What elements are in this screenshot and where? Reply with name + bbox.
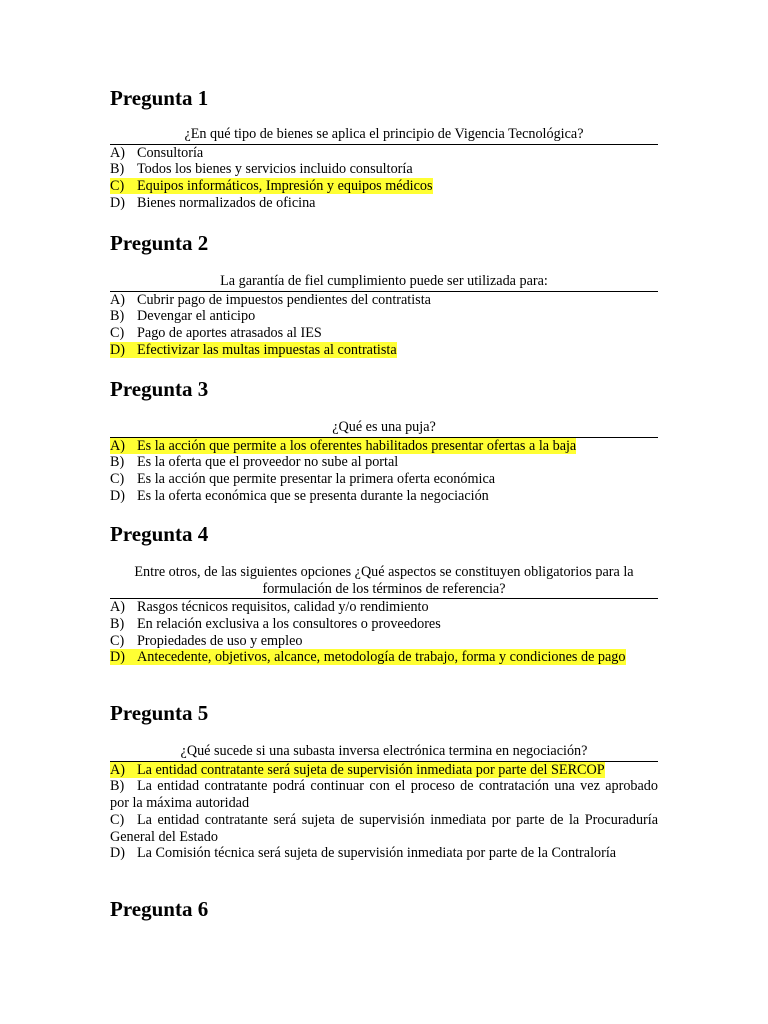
question-title: Pregunta 1: [110, 86, 209, 110]
question-text: Entre otros, de las siguientes opciones ¿Qué aspectos se constituyen obligatorios para la formulación de los términos de referencia?: [110, 564, 658, 599]
question-text: La garantía de fiel cumplimiento puede ser utilizada para:: [110, 273, 658, 292]
option-b: B) Es la oferta que el proveedor no sube al portal: [110, 454, 399, 471]
question-2: [110, 231, 658, 359]
question-title: Pregunta 4: [110, 522, 209, 546]
question-text: ¿Qué es una puja?: [110, 419, 658, 438]
option-a: A) Cubrir pago de impuestos pendientes del contratista: [110, 291, 431, 308]
question-3: [110, 377, 658, 505]
question-6: [110, 897, 658, 921]
options-list: [110, 762, 658, 863]
option-a-correct: A) Es la acción que permite a los oferentes habilitados presentar ofertas a la baja: [110, 437, 577, 454]
options-list: [110, 145, 658, 212]
question-title: Pregunta 6: [110, 897, 209, 921]
option-a-correct: A) La entidad contratante será sujeta de supervisión inmediata por parte del SERCOP: [110, 761, 605, 778]
option-d-correct: D) Antecedente, objetivos, alcance, metodología de trabajo, forma y condiciones de pago: [110, 649, 626, 666]
options-list: [110, 292, 658, 359]
question-5: [110, 701, 658, 862]
option-c: C) Propiedades de uso y empleo: [110, 632, 303, 649]
option-a: A) Rasgos técnicos requisitos, calidad y/o rendimiento: [110, 599, 429, 615]
option-b: B) Todos los bienes y servicios incluido consultoría: [110, 161, 413, 178]
option-b: B) En relación exclusiva a los consultores o proveedores: [110, 615, 441, 632]
options-list: [110, 599, 658, 666]
option-c: C) Pago de aportes atrasados al IES: [110, 325, 322, 342]
option-c-correct: C) Equipos informáticos, Impresión y equipos médicos: [110, 178, 433, 195]
question-1: [110, 86, 658, 212]
options-list: [110, 438, 658, 505]
option-c: C) La entidad contratante será sujeta de supervisión inmediata por parte de la Procuraduría General del Estado: [110, 811, 658, 845]
question-title: Pregunta 3: [110, 377, 209, 401]
option-c: C) Es la acción que permite presentar la primera oferta económica: [110, 471, 496, 488]
option-d: D) Es la oferta económica que se presenta durante la negociación: [110, 487, 489, 504]
option-a: A) Consultoría: [110, 144, 204, 161]
option-b: B) Devengar el anticipo: [110, 308, 256, 325]
option-b: B) La entidad contratante podrá continuar con el proceso de contratación una vez aprobado por la máxima autoridad: [110, 778, 658, 812]
option-d: D) Bienes normalizados de oficina: [110, 194, 316, 211]
question-4: [110, 522, 658, 666]
question-text: ¿Qué sucede si una subasta inversa electrónica termina en negociación?: [110, 743, 658, 762]
question-title: Pregunta 2: [110, 231, 209, 255]
question-text: ¿En qué tipo de bienes se aplica el principio de Vigencia Tecnológica?: [110, 126, 658, 145]
option-d: D) La Comisión técnica será sujeta de supervisión inmediata por parte de la Contraloría: [110, 845, 617, 862]
question-title: Pregunta 5: [110, 701, 209, 725]
option-d-correct: D) Efectivizar las multas impuestas al contratista: [110, 341, 397, 358]
